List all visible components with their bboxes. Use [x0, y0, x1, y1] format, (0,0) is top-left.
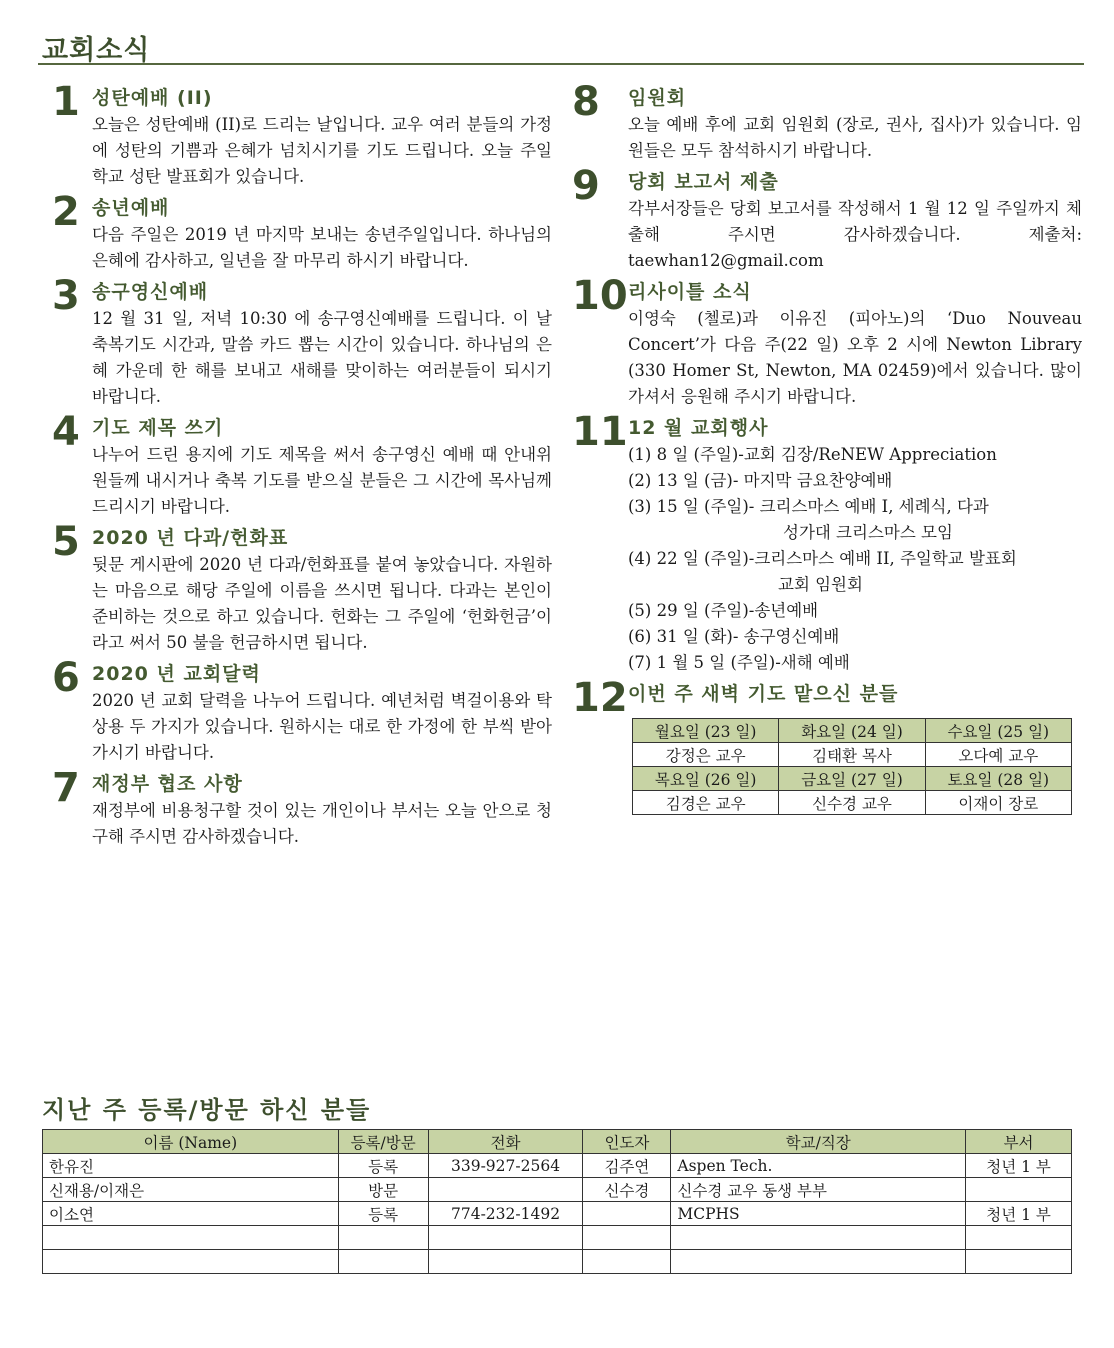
item-body: 이영숙 (첼로)과 이유진 (피아노)의 ‘Duo Nouveau Concert’가 다음 주(22 일) 오후 2 시에 Newton Library (330 Homer St, Newton, MA 02459)에서 있습니다. 많이 가셔서 응원해 주시기 바랍니다.: [628, 309, 1082, 406]
item-title: 리사이틀 소식: [628, 281, 752, 303]
table-cell: 김경은 교우: [633, 791, 779, 815]
events-item: [572, 409, 1082, 676]
table-cell: 신재용/이재은: [43, 1178, 339, 1202]
page-title: 교회소식: [42, 35, 151, 66]
prayer-item: [572, 675, 1082, 815]
item-body: 나누어 드린 용지에 기도 제목을 써서 송구영신 예배 때 안내위원들께 내시거나 축복 기도를 받으실 분들은 그 시간에 목사님께 드리시기 바랍니다.: [92, 445, 552, 516]
table-cell: [338, 1250, 428, 1274]
item-title: 이번 주 새벽 기도 맡으신 분들: [628, 683, 899, 705]
table-row: [43, 1178, 1072, 1202]
item-number: 7: [52, 765, 80, 811]
event-line: (7) 1 월 5 일 (주일)-새해 예배: [628, 653, 850, 672]
table-row: [633, 767, 1072, 791]
item-body: 오늘은 성탄예배 (II)로 드리는 날입니다. 교우 여러 분들의 가정에 성탄의 기쁨과 은혜가 넘치시기를 기도 드립니다. 오늘 주일학교 성탄 발표회가 있습니다.: [92, 115, 552, 186]
table-row: [43, 1202, 1072, 1226]
item-number: 3: [52, 273, 80, 319]
event-schedule: [628, 442, 1082, 676]
news-item: [52, 765, 552, 850]
event-line: (3) 15 일 (주일)- 크리스마스 예배 I, 세례식, 다과: [628, 497, 989, 516]
table-cell: 신수경 교우 동생 부부: [671, 1178, 966, 1202]
event-line: (1) 8 일 (주일)-교회 김장/ReNEW Appreciation: [628, 445, 997, 464]
table-cell: 한유진: [43, 1154, 339, 1178]
table-cell: [966, 1250, 1072, 1274]
news-item: [52, 409, 552, 520]
table-row: [633, 791, 1072, 815]
column-header: 전화: [428, 1130, 583, 1154]
item-title: 2020 년 다과/헌화표: [92, 527, 289, 549]
item-body: 다음 주일은 2019 년 마지막 보내는 송년주일입니다. 하나님의 은혜에 감사하고, 일년을 잘 마무리 하시기 바랍니다.: [92, 225, 552, 270]
table-cell: 토요일 (28 일): [925, 767, 1071, 791]
table-cell: 774-232-1492: [428, 1202, 583, 1226]
table-cell: 수요일 (25 일): [925, 719, 1071, 743]
item-number: 8: [572, 79, 600, 125]
table-row: [43, 1250, 1072, 1274]
table-cell: 금요일 (27 일): [779, 767, 925, 791]
item-title: 임원회: [628, 87, 687, 109]
event-line: (4) 22 일 (주일)-크리스마스 예배 II, 주일학교 발표회: [628, 549, 1017, 568]
table-cell: 이재이 장로: [925, 791, 1071, 815]
column-header: 이름 (Name): [43, 1130, 339, 1154]
table-cell: 화요일 (24 일): [779, 719, 925, 743]
table-cell: 김주연: [583, 1154, 671, 1178]
registration-table: [42, 1129, 1072, 1274]
item-number: 12: [572, 675, 628, 721]
news-item: [52, 655, 552, 766]
item-number: 4: [52, 409, 80, 455]
item-number: 11: [572, 409, 628, 455]
table-row: [633, 719, 1072, 743]
column-header: 부서: [966, 1130, 1072, 1154]
column-header: 학교/직장: [671, 1130, 966, 1154]
table-cell: 청년 1 부: [966, 1154, 1072, 1178]
item-body: 2020 년 교회 달력을 나누어 드립니다. 예년처럼 벽걸이용와 탁상용 두 가지가 있습니다. 원하시는 대로 한 가정에 한 부씩 받아 가시기 바랍니다.: [92, 691, 552, 762]
item-title: 송구영신예배: [92, 281, 209, 303]
table-cell: 월요일 (23 일): [633, 719, 779, 743]
column-header: 인도자: [583, 1130, 671, 1154]
item-number: 6: [52, 655, 80, 701]
table-cell: 오다예 교우: [925, 743, 1071, 767]
table-cell: [338, 1226, 428, 1250]
table-cell: [583, 1202, 671, 1226]
item-title: 2020 년 교회달력: [92, 663, 261, 685]
table-cell: [428, 1226, 583, 1250]
table-cell: [966, 1226, 1072, 1250]
item-title: 재정부 협조 사항: [92, 773, 243, 795]
title-divider: [38, 63, 1084, 65]
news-right-column: [572, 79, 1082, 819]
event-line: 교회 임원회: [778, 575, 863, 594]
table-cell: 목요일 (26 일): [633, 767, 779, 791]
table-row: [43, 1226, 1072, 1250]
table-cell: 등록: [338, 1202, 428, 1226]
column-header: 등록/방문: [338, 1130, 428, 1154]
item-title: 12 월 교회행사: [628, 417, 769, 439]
registration-title: 지난 주 등록/방문 하신 분들: [42, 1096, 372, 1124]
table-cell: [966, 1178, 1072, 1202]
item-number: 9: [572, 163, 600, 209]
table-cell: 방문: [338, 1178, 428, 1202]
table-cell: Aspen Tech.: [671, 1154, 966, 1178]
table-cell: 등록: [338, 1154, 428, 1178]
item-title: 당회 보고서 제출: [628, 171, 779, 193]
item-number: 1: [52, 79, 80, 125]
table-cell: MCPHS: [671, 1202, 966, 1226]
table-cell: [583, 1250, 671, 1274]
table-cell: 청년 1 부: [966, 1202, 1072, 1226]
item-body: 오늘 예배 후에 교회 임원회 (장로, 권사, 집사)가 있습니다. 임원들은 모두 참석하시기 바랍니다.: [628, 115, 1082, 160]
event-line: (5) 29 일 (주일)-송년예배: [628, 601, 819, 620]
table-row: [633, 743, 1072, 767]
news-item: [572, 163, 1082, 274]
news-item: [52, 189, 552, 274]
table-cell: 신수경 교우: [779, 791, 925, 815]
table-cell: 김태환 목사: [779, 743, 925, 767]
event-line: (6) 31 일 (화)- 송구영신예배: [628, 627, 840, 646]
news-item: [52, 273, 552, 410]
news-item: [52, 79, 552, 190]
event-line: (2) 13 일 (금)- 마지막 금요찬양예배: [628, 471, 893, 490]
table-cell: [671, 1250, 966, 1274]
table-cell: 신수경: [583, 1178, 671, 1202]
table-cell: [43, 1226, 339, 1250]
event-line: 성가대 크리스마스 모임: [783, 523, 953, 542]
table-cell: [43, 1250, 339, 1274]
table-header-row: [43, 1130, 1072, 1154]
table-row: [43, 1154, 1072, 1178]
table-cell: [428, 1178, 583, 1202]
table-cell: [671, 1226, 966, 1250]
item-body: 각부서장들은 당회 보고서를 작성해서 1 월 12 일 주일까지 체출해 주시면 감사하겠습니다. 제출처: taewhan12@gmail.com: [628, 199, 1082, 270]
item-title: 성탄예배 (II): [92, 87, 213, 109]
news-item: [52, 519, 552, 656]
prayer-table: [632, 718, 1072, 815]
news-item: [572, 79, 1082, 164]
table-cell: [583, 1226, 671, 1250]
table-cell: 339-927-2564: [428, 1154, 583, 1178]
item-body: 뒷문 게시판에 2020 년 다과/헌화표를 붙여 놓았습니다. 자원하는 마음으로 해당 주일에 이름을 쓰시면 됩니다. 다과는 본인이 준비하는 것으로 하고 있습니다. 헌화는 그 주일에 ‘헌화헌금’이라고 써서 50 불을 헌금하시면 됩니다.: [92, 555, 552, 652]
item-number: 5: [52, 519, 80, 565]
item-title: 기도 제목 쓰기: [92, 417, 224, 439]
table-cell: [428, 1250, 583, 1274]
table-cell: 이소연: [43, 1202, 339, 1226]
news-left-column: [52, 79, 552, 854]
item-body: 12 월 31 일, 저녁 10:30 에 송구영신예배를 드립니다. 이 날 축복기도 시간과, 말씀 카드 뽑는 시간이 있습니다. 하나님의 은혜 가운데 한 해를 보내고 새해를 맞이하는 여러분들이 되시기 바랍니다.: [92, 309, 552, 406]
news-item: [572, 273, 1082, 410]
item-number: 2: [52, 189, 80, 235]
item-number: 10: [572, 273, 628, 319]
item-title: 송년예배: [92, 197, 170, 219]
item-body: 재정부에 비용청구할 것이 있는 개인이나 부서는 오늘 안으로 청구해 주시면 감사하겠습니다.: [92, 801, 552, 846]
table-cell: 강정은 교우: [633, 743, 779, 767]
